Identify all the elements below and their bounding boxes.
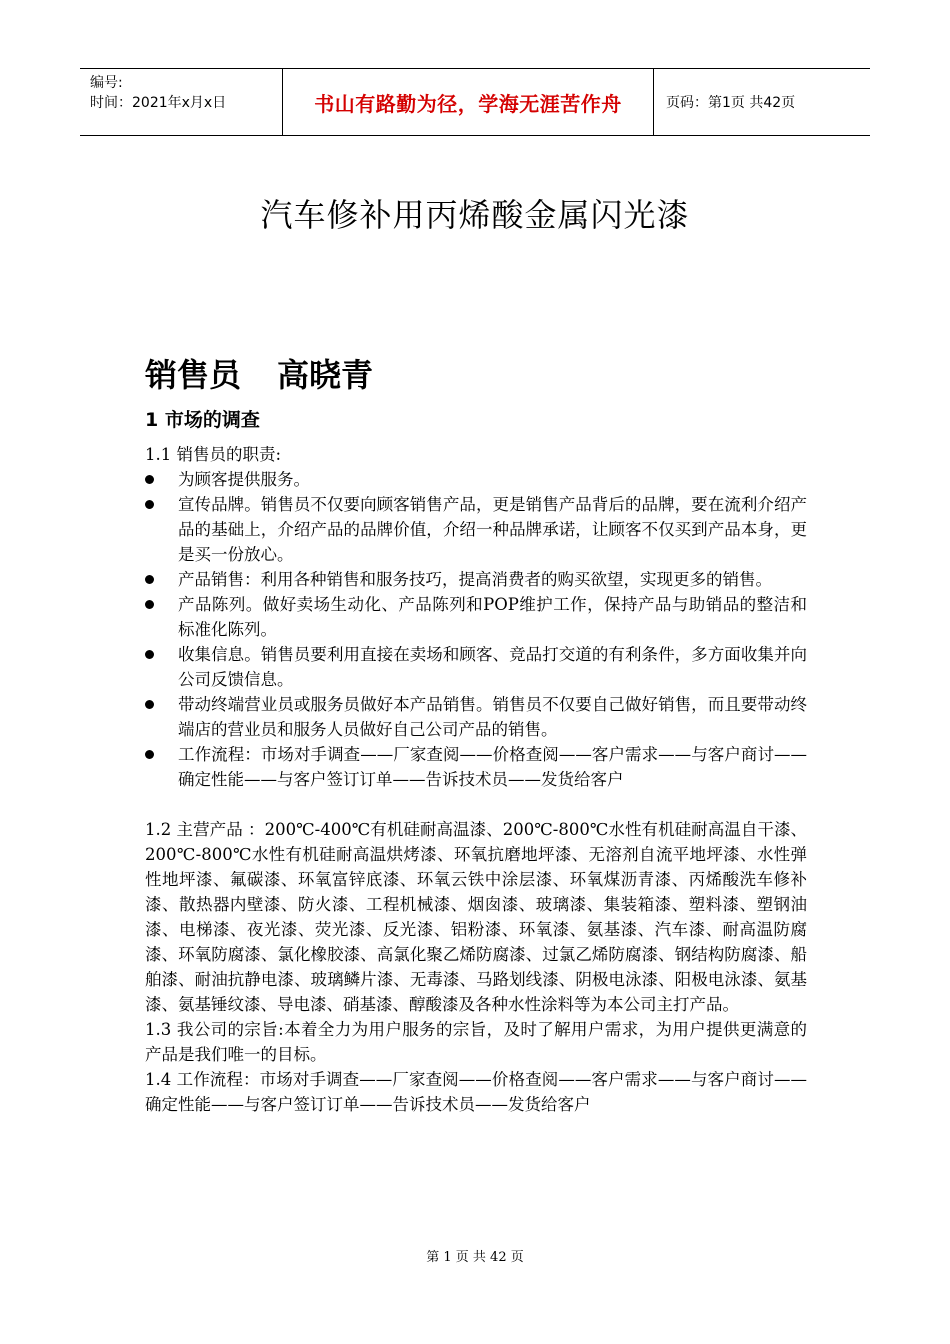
- mission-paragraph: 1.3 我公司的宗旨:本着全力为用户服务的宗旨，及时了解用户需求，为用户提供更满意的产品是我们唯一的目标。: [145, 1020, 807, 1064]
- bullet-icon: [145, 700, 154, 709]
- bullet-icon: [145, 750, 154, 759]
- header-motto: 书山有路勤为径，学海无涯苦作舟: [314, 91, 622, 116]
- bullet-icon: [145, 475, 154, 484]
- header-motto-cell: [282, 69, 654, 135]
- duty-list: [145, 467, 807, 792]
- page-label: 页码：第1页 共42页: [666, 95, 796, 111]
- document-title: 汽车修补用丙烯酸金属闪光漆: [260, 196, 690, 234]
- salesperson-role: 销售员: [145, 356, 242, 394]
- section-heading: 1 市场的调查: [145, 409, 260, 431]
- paragraph-spacer: [145, 792, 807, 817]
- bullet-icon: [145, 575, 154, 584]
- number-label: 编号:: [90, 75, 123, 91]
- document-body: [145, 442, 807, 1117]
- header-meta: [80, 69, 282, 135]
- list-item: 宣传品牌。销售员不仅要向顾客销售产品，更是销售产品背后的品牌，要在流利介绍产品的基础上，介绍产品的品牌价值，介绍一种品牌承诺，让顾客不仅买到产品本身，更是买一份放心。: [145, 492, 807, 567]
- products-paragraph: 1.2 主营产品 ：200℃-400℃有机硅耐高温漆、200℃-800℃水性有机硅耐高温自干漆、200℃-800℃水性有机硅耐高温烘烤漆、环氧抗磨地坪漆、无溶剂自流平地坪漆、水性弹性地坪漆、氟碳漆、环氧富锌底漆、环氧云铁中涂层漆、环氧煤沥青漆、丙烯酸洗车修补漆、散热器内壁漆、防火漆、工程机械漆、烟囱漆、玻璃漆、集装箱漆、塑料漆、塑钢油漆、电梯漆、夜光漆、荧光漆、反光漆、铝粉漆、环氧漆、氨基漆、汽车漆、耐高温防腐漆、环氧防腐漆、氯化橡胶漆、高氯化聚乙烯防腐漆、过氯乙烯防腐漆、钢结构防腐漆、船舶漆、耐油抗静电漆、玻璃鳞片漆、无毒漆、马路划线漆、阴极电泳漆、阳极电泳漆、氨基漆、氨基锤纹漆、导电漆、硝基漆、醇酸漆及各种水性涂料等为本公司主打产品。: [145, 820, 807, 1014]
- salesperson-heading: [145, 350, 373, 396]
- bullet-icon: [145, 650, 154, 659]
- list-item: 带动终端营业员或服务员做好本产品销售。销售员不仅要自己做好销售，而且要带动终端店的营业员和服务人员做好自己公司产品的销售。: [145, 692, 807, 742]
- workflow-paragraph: 1.4 工作流程：市场对手调查——厂家查阅——价格查阅——客户需求——与客户商讨——确定性能——与客户签订订单——告诉技术员——发货给客户: [145, 1070, 807, 1114]
- bullet-icon: [145, 500, 154, 509]
- list-item: 产品陈列。做好卖场生动化、产品陈列和POP维护工作，保持产品与助销品的整洁和标准化陈列。: [145, 592, 807, 642]
- date-label: 时间：2021年x月x日: [90, 95, 227, 111]
- page-footer: 第 1 页 共 42 页: [426, 1250, 524, 1265]
- header-table: [80, 68, 870, 136]
- list-item: 收集信息。销售员要利用直接在卖场和顾客、竞品打交道的有利条件，多方面收集并向公司反馈信息。: [145, 642, 807, 692]
- list-item: 产品销售：利用各种销售和服务技巧，提高消费者的购买欲望，实现更多的销售。: [145, 567, 807, 592]
- duty-title: 1.1 销售员的职责:: [145, 445, 282, 464]
- salesperson-name: 高晓青: [277, 356, 374, 394]
- header-page-cell: [654, 69, 870, 135]
- bullet-icon: [145, 600, 154, 609]
- list-item: 工作流程：市场对手调查——厂家查阅——价格查阅——客户需求——与客户商讨——确定性能——与客户签订订单——告诉技术员——发货给客户: [145, 742, 807, 792]
- list-item: 为顾客提供服务。: [145, 467, 807, 492]
